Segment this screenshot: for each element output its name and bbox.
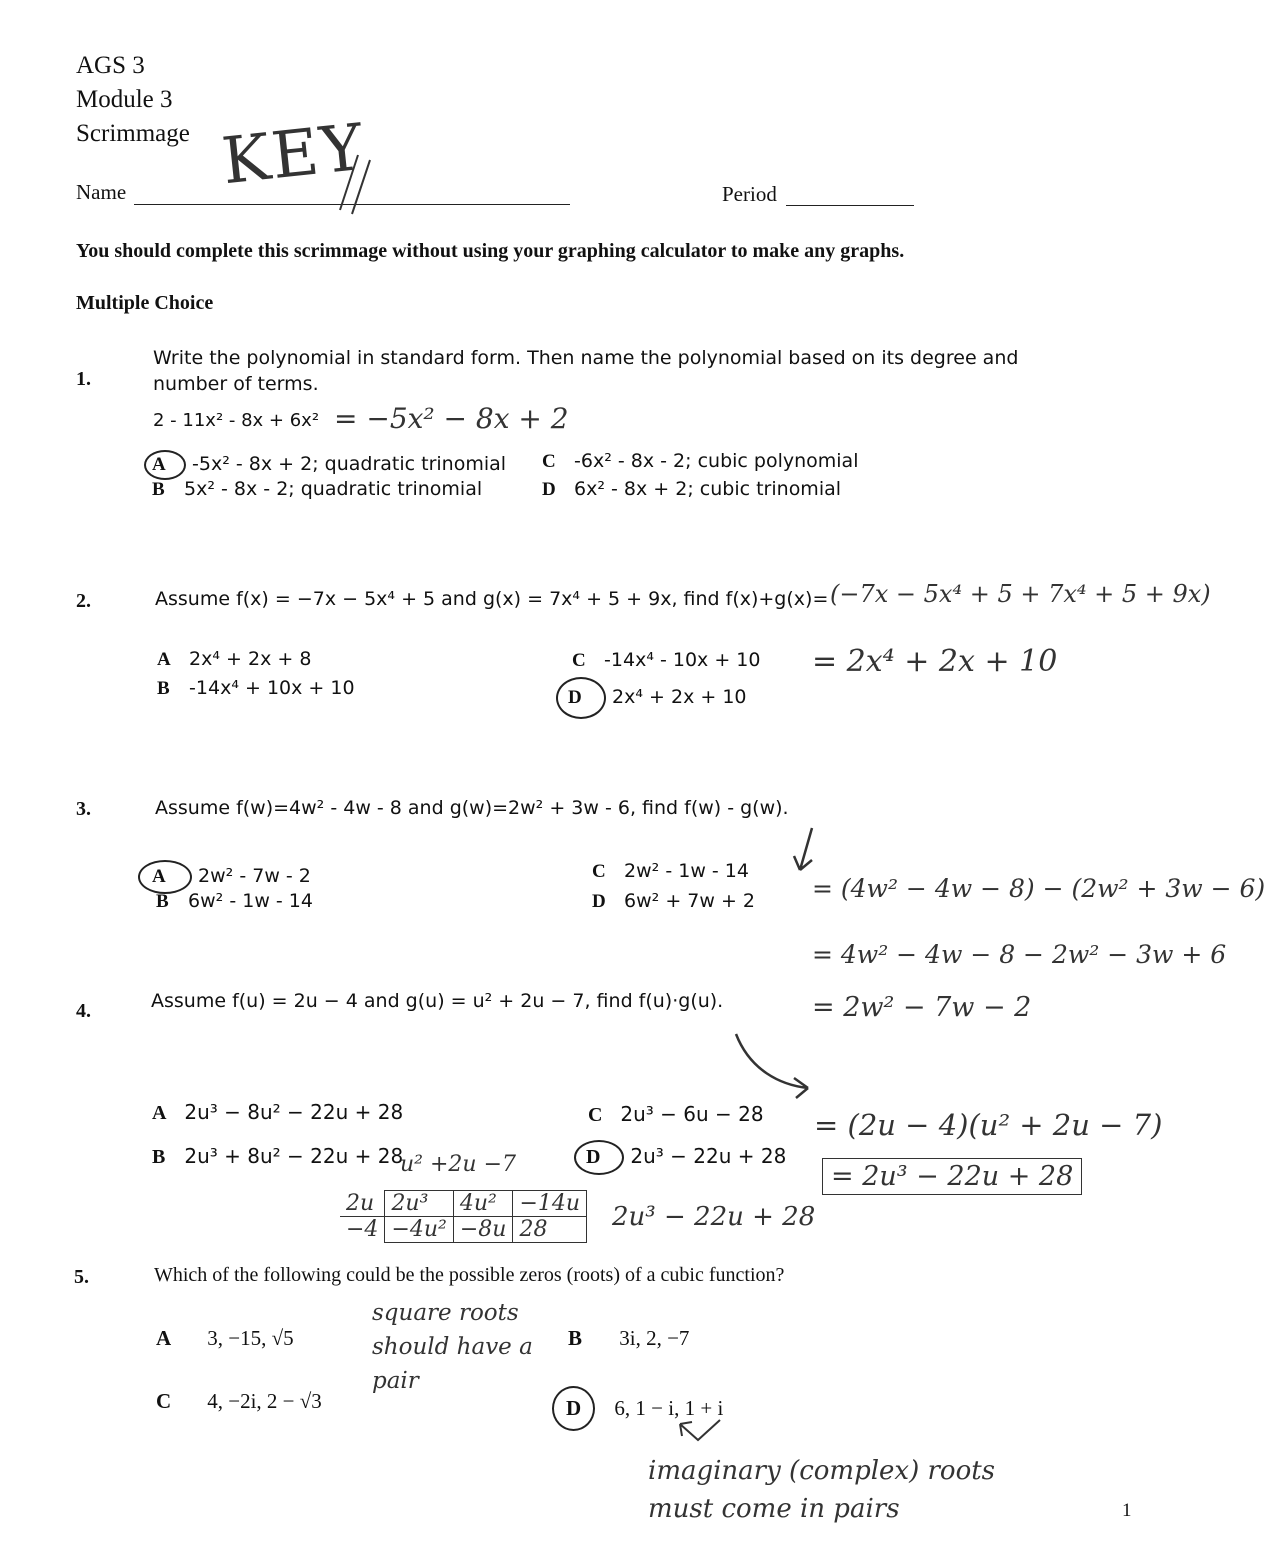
option-letter: B [568,1326,583,1350]
option-c[interactable] [592,860,749,883]
option-letter: D [542,479,556,500]
grid-cell: −4 [340,1217,385,1243]
option-text: 4, −2i, 2 − √3 [207,1389,322,1413]
arrow-icon [730,1030,820,1110]
arrow-icon [790,826,820,876]
name-handwritten: KEY [218,110,369,200]
period-underline [786,205,914,206]
instructions: You should complete this scrimmage without using your graphing calculator to make any graphs. [76,240,905,262]
grid-result: 2u³ − 22u + 28 [612,1202,816,1232]
option-text: 6w² + 7w + 2 [624,890,756,912]
question-expression: 2 - 11x² - 8x + 6x² [153,410,320,431]
handwritten-work: = (2u − 4)(u² + 2u − 7) [814,1108,1163,1142]
grid-cell: 2u [340,1191,385,1217]
period-label: Period [722,182,777,206]
option-text: -6x² - 8x - 2; cubic polynomial [574,450,859,472]
option-c[interactable] [572,649,760,672]
question-number: 5. [74,1266,89,1288]
course-label: AGS 3 [76,52,145,79]
option-b[interactable] [152,478,482,501]
grid-cell: −4u² [385,1217,453,1243]
grid-cell: 2u³ [385,1191,453,1217]
arrow-icon [676,1416,726,1446]
option-d[interactable] [556,677,747,719]
name-label: Name [76,180,127,204]
option-text: -5x² - 8x + 2; quadratic trinomial [192,453,507,475]
grid-row [340,1217,587,1243]
option-letter: C [542,451,556,472]
option-text: -14x⁴ + 10x + 10 [189,677,355,699]
option-text: 2w² - 1w - 14 [624,860,749,882]
option-a[interactable] [138,860,311,894]
question-number: 2. [76,590,91,612]
option-text: 6, 1 − i, 1 + i [614,1396,724,1420]
option-a[interactable] [156,1326,294,1351]
option-text: 2u³ − 6u − 28 [620,1102,764,1126]
option-letter: B [156,891,169,912]
option-d[interactable] [592,890,755,913]
handwritten-work: = −5x² − 8x + 2 [334,402,569,435]
option-letter: A [157,649,171,670]
option-letter: C [572,650,586,671]
option-c[interactable] [156,1389,322,1414]
grid-cell: 4u² [453,1191,513,1217]
option-b[interactable] [152,1144,403,1169]
handwritten-answer: = 2u³ − 22u + 28 [822,1158,1082,1195]
option-letter: A [138,860,192,894]
option-a[interactable] [144,450,506,480]
question-text: Assume f(w)=4w² - 4w - 8 and g(w)=2w² + 3w - 6, find f(w) - g(w). [155,797,789,819]
option-text: 2w² - 7w - 2 [198,865,311,887]
option-letter: C [592,861,606,882]
question-number: 3. [76,798,91,820]
option-letter: A [156,1326,172,1350]
question-text: Assume f(x) = −7x − 5x⁴ + 5 and g(x) = 7x⁴ + 5 + 9x, find f(x)+g(x)= [155,588,829,610]
question-text: Which of the following could be the possible zeros (roots) of a cubic function? [154,1264,785,1286]
option-c[interactable] [588,1102,764,1127]
box-method-grid [340,1190,587,1243]
option-letter: B [157,678,170,699]
option-letter: D [574,1140,624,1175]
option-letter: B [152,479,165,500]
option-text: 6w² - 1w - 14 [188,890,313,912]
section-title: Multiple Choice [76,292,214,314]
option-letter: D [556,677,606,719]
option-text: 2u³ + 8u² − 22u + 28 [184,1144,404,1168]
option-d[interactable] [542,478,841,501]
handwritten-note: square roots should have a pair [372,1300,533,1394]
handwritten-work: (−7x − 5x⁴ + 5 + 7x⁴ + 5 + 9x) [830,580,1211,608]
option-text: 2x⁴ + 2x + 8 [189,648,312,670]
handwritten-note: imaginary (complex) roots must come in pairs [648,1456,996,1524]
option-letter: A [144,450,186,480]
option-text: 5x² - 8x - 2; quadratic trinomial [184,478,483,500]
handwritten-answer: = 2w² − 7w − 2 [812,992,1032,1023]
option-letter: C [156,1389,172,1413]
page-number: 1 [1122,1500,1132,1521]
option-b[interactable] [157,677,355,700]
option-b[interactable] [568,1326,689,1351]
double-slash-mark [330,150,390,220]
grid-cell: 28 [513,1217,587,1243]
option-letter: B [152,1146,166,1168]
option-letter: A [152,1102,167,1124]
option-text: 2u³ − 8u² − 22u + 28 [184,1100,404,1124]
option-text: 2x⁴ + 2x + 10 [612,686,747,708]
handwritten-answer: = 2x⁴ + 2x + 10 [812,644,1058,679]
grid-cell: −14u [513,1191,587,1217]
option-letter: D [592,891,606,912]
question-text: Write the polynomial in standard form. Then name the polynomial based on its degree and number of terms. [153,347,1019,395]
option-a[interactable] [152,1100,403,1125]
option-a[interactable] [157,648,311,671]
question-number: 4. [76,1000,91,1022]
grid-header: u² +2u −7 [400,1152,517,1177]
grid-row [340,1191,587,1217]
option-b[interactable] [156,890,313,913]
option-text: 6x² - 8x + 2; cubic trinomial [574,478,842,500]
option-text: -14x⁴ - 10x + 10 [604,649,761,671]
question-text: Assume f(u) = 2u − 4 and g(u) = u² + 2u − 7, find f(u)·g(u). [151,990,724,1012]
option-text: 2u³ − 22u + 28 [630,1144,787,1168]
page-title: Scrimmage [76,120,190,147]
option-letter: C [588,1104,603,1126]
option-text: 3, −15, √5 [207,1326,294,1350]
question-number: 1. [76,368,91,390]
grid-cell: −8u [453,1217,513,1243]
option-text: 3i, 2, −7 [619,1326,690,1350]
option-letter: D [552,1386,595,1431]
handwritten-work: = 4w² − 4w − 8 − 2w² − 3w + 6 [812,940,1227,969]
handwritten-work: = (4w² − 4w − 8) − (2w² + 3w − 6) [812,874,1265,903]
option-c[interactable] [542,450,858,473]
module-label: Module 3 [76,86,173,113]
option-d[interactable] [574,1140,786,1175]
